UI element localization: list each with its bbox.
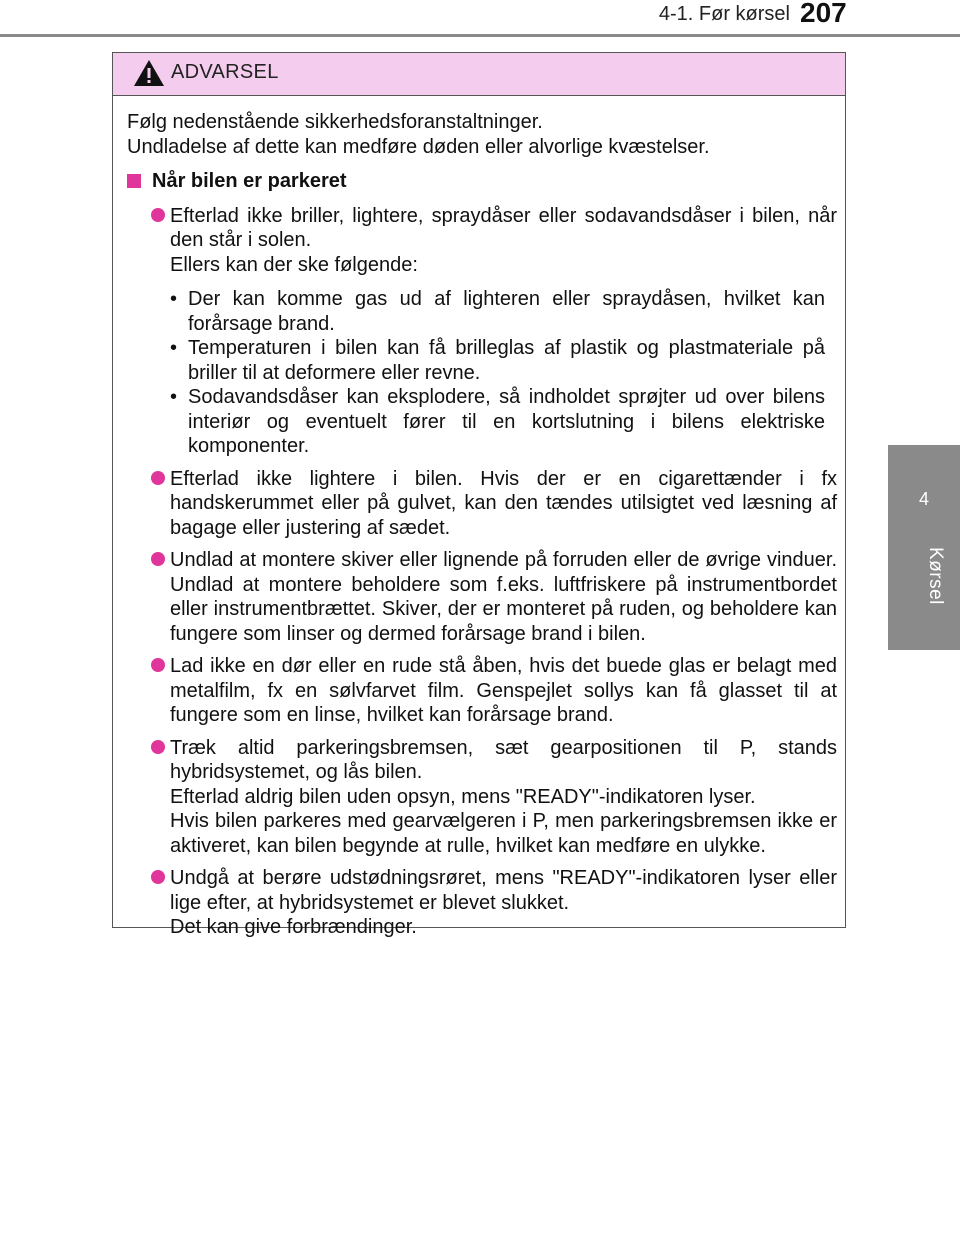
page-number: 207	[800, 0, 847, 28]
circle-bullet-icon	[151, 870, 165, 884]
sub-list-item	[170, 385, 837, 459]
item-paragraph: Efterlad ikke lightere i bilen. Hvis der er en cigarettænder i fx handskerummet eller på gulvet, kan den tændes utilsigtet ved læsning af bagage eller justering af sædet.	[170, 467, 837, 539]
sub-list-item	[170, 287, 837, 336]
subheading-text: Når bilen er parkeret	[152, 170, 347, 192]
section-title: 4-1. Før kørsel	[658, 3, 790, 25]
circle-bullet-icon	[151, 471, 165, 485]
item-paragraph: Undlad at montere skiver eller lignende på forruden eller de øvrige vinduer. Undlad at montere beholdere som f.eks. luftfriskere på instrumentbordet eller instrumentbrættet. Skiver, der er monteret på ruden, og beholdere kan fungere som linser og dermed forårsage brand i bilen.	[170, 549, 837, 645]
sub-list-text: Sodavandsdåser kan eksplodere, så indholdet sprøjter ud over bilens interiør og eventuelt fører til en kortslutning i bilens elektriske komponenter.	[188, 386, 825, 457]
dot-bullet-icon: •	[170, 288, 178, 310]
sub-list-text: Temperaturen i bilen kan få brilleglas af plastik og plastmateriale på briller til at deformere eller revne.	[188, 337, 825, 384]
item-paragraph: Det kan give forbrændinger.	[170, 916, 417, 938]
item-paragraph: Hvis bilen parkeres med gearvælgeren i P, men parkeringsbremsen ikke er aktiveret, kan bilen begynde at rulle, hvilket kan medføre en ulykke.	[170, 810, 837, 857]
item-paragraph: Træk altid parkeringsbremsen, sæt gearpositionen til P, stands hybridsystemet, og lås bilen.	[170, 736, 837, 783]
header-divider	[0, 34, 960, 37]
sub-list	[170, 287, 837, 459]
warning-item	[127, 467, 837, 541]
warning-item	[127, 866, 837, 940]
warning-title: ADVARSEL	[171, 61, 279, 83]
item-paragraph: Efterlad aldrig bilen uden opsyn, mens "READY"-indikatoren lyser.	[170, 785, 756, 808]
item-paragraph: Lad ikke en dør eller en rude stå åben, hvis det buede glas er belagt med metalfilm, fx en sølvfarvet film. Genspejlet sollys kan få glasset til at fungere som en linse, hvilket kan forårsage brand.	[170, 655, 837, 726]
sub-list-item	[170, 336, 837, 385]
circle-bullet-icon	[151, 552, 165, 566]
warning-body	[113, 96, 845, 940]
warning-item	[127, 654, 837, 728]
circle-bullet-icon	[151, 208, 165, 222]
intro-line: Undladelse af dette kan medføre døden eller alvorlige kvæstelser.	[127, 135, 710, 158]
chapter-label: Kørsel	[925, 547, 946, 605]
circle-bullet-icon	[151, 658, 165, 672]
sub-list-text: Der kan komme gas ud af lighteren eller spraydåsen, hvilket kan forårsage brand.	[188, 288, 825, 335]
circle-bullet-icon	[151, 740, 165, 754]
chapter-tab	[888, 445, 960, 650]
subheading	[127, 169, 837, 194]
warning-item	[127, 548, 837, 646]
chapter-number: 4	[918, 489, 929, 509]
warning-item	[127, 736, 837, 859]
item-paragraph: Undgå at berøre udstødningsrøret, mens "READY"-indikatoren lyser eller lige efter, at hybridsystemet er blevet slukket.	[170, 867, 837, 914]
warning-item	[127, 204, 837, 459]
warning-triangle-icon	[133, 59, 165, 87]
dot-bullet-icon: •	[170, 386, 178, 408]
item-paragraph: Efterlad ikke briller, lightere, spraydåser eller sodavandsdåser i bilen, når den står i solen.	[170, 204, 837, 251]
intro-line: Følg nedenstående sikkerhedsforanstaltninger.	[127, 111, 543, 133]
square-bullet-icon	[127, 174, 141, 188]
item-paragraph: Ellers kan der ske følgende:	[170, 253, 418, 276]
dot-bullet-icon: •	[170, 337, 178, 359]
warning-header	[113, 53, 845, 96]
warning-box	[112, 52, 846, 938]
